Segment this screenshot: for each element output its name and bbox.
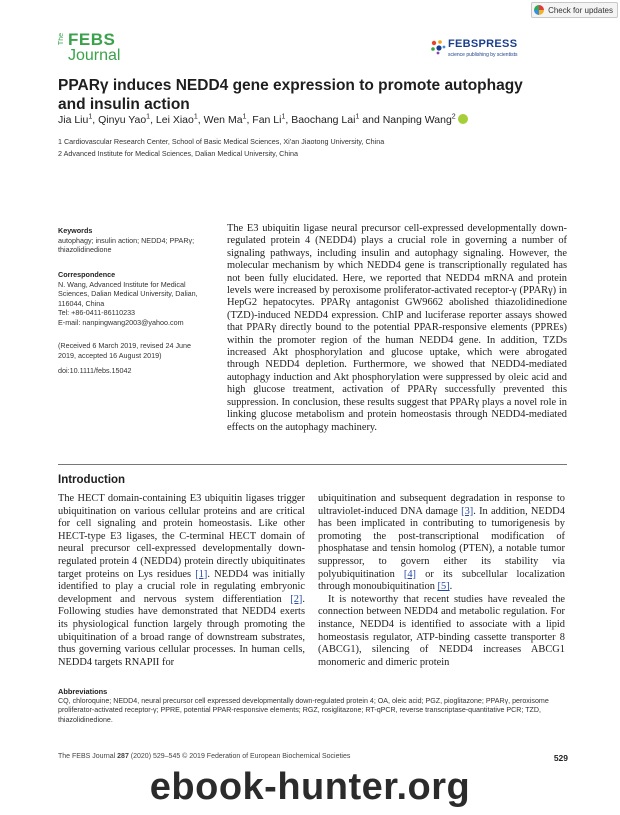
intro-left-column xyxy=(58,493,305,669)
correspondence-block xyxy=(58,270,218,328)
reference-link[interactable]: [4] xyxy=(403,568,417,580)
correspondence-email[interactable]: E-mail: nanpingwang2003@yahoo.com xyxy=(58,317,184,327)
correspondence-line: 116044, China xyxy=(58,298,105,308)
logo-the-text: The xyxy=(58,33,65,46)
keywords-heading: Keywords xyxy=(58,226,93,235)
correspondence-line: Sciences, Dalian Medical University, Dalian, xyxy=(58,289,198,299)
intro-paragraph: It is noteworthy that recent studies have revealed the connection between NEDD4 and metabolic regulation. For instance, NEDD4 is identified to associate with a lipid homeostasis regulator, ATP-binding cassette transporter 8 (ABCG1), silencing of NEDD4 increases ABCG1 monomeric and dimeric protein xyxy=(318,593,565,668)
check-for-updates-label: Check for updates xyxy=(548,5,613,15)
correspondence-phone: Tel: +86-0411-86110233 xyxy=(58,308,136,318)
reference-link[interactable]: [3] xyxy=(461,505,474,517)
keywords-block xyxy=(58,226,218,255)
correspondence-heading: Correspondence xyxy=(58,270,116,279)
footer-citation: The FEBS Journal 287 (2020) 529–545 © 2019 Federation of European Biochemical Societies xyxy=(58,753,351,760)
author-affiliation-mark: 1 xyxy=(193,113,198,120)
introduction-heading: Introduction xyxy=(58,474,126,486)
correspondence-line: N. Wang, Advanced Institute for Medical xyxy=(58,279,186,289)
author-affiliation-mark: 1 xyxy=(281,113,286,120)
author-affiliation-mark: 1 xyxy=(242,113,247,120)
abstract-text: The E3 ubiquitin ligase neural precursor cell-expressed developmentally down-regulated protein 4 (NEDD4) plays a crucial role in governing a number of signaling pathways, including insulin and autophagy signaling. However, the molecular mechanism by which NEDD4 gene is transcriptionally regulated has not been fully elucidated. Here, we reported that NEDD4 mRNA and protein levels were increased by peroxisome proliferator-activated receptor-γ (PPARγ) in HepG2 hepatocytes. PPARγ antagonist GW9662 abolished thiazolidinedione (TZD)-induced NEDD4 expression. ChIP and luciferase reporter assays showed that PPARγ directly bound to the potential PPAR-responsive elements (PPREs) within the promoter region of the human NEDD4 gene. In addition, TZDs increased Akt phosphorylation and glucose uptake, which were abrogated through NEDD4 depletion. Furthermore, we showed that NEDD4-mediated autophagy induction and Akt phosphorylation were suppressed by oleic acid and high glucose treatment, activation of PPARγ successfully prevented this suppression. In conclusion, these results suggest that PPARγ plays a novel role in linking glucose metabolism and protein homeostasis through NEDD4-mediated effects on the autophagy machinery. xyxy=(227,223,567,433)
febs-press-dots-icon xyxy=(430,39,446,55)
author-name: Wen Ma xyxy=(203,113,243,126)
body-text: or its subcellular localization through monoubiquitination xyxy=(318,568,565,593)
febs-press-logo xyxy=(430,37,538,63)
author-list xyxy=(58,113,578,126)
body-text: ubiquitination and subsequent degradation in response to ultraviolet-induced DNA damage xyxy=(318,493,565,517)
author-separator: , xyxy=(285,113,292,126)
febs-press-tagline: science publishing by scientists xyxy=(448,52,518,58)
doi-link[interactable]: doi:10.1111/febs.15042 xyxy=(58,366,132,375)
keywords-text: autophagy; insulin action; NEDD4; PPARγ; thiazolidinedione xyxy=(58,235,195,255)
body-text: . NEDD4 was initially identified to play a crucial role in regulating embryonic development and nervous system differentiation xyxy=(58,568,305,605)
affiliation-1: 1 Cardiovascular Research Center, School of Basic Medical Sciences, Xi’an Jiaotong University, China xyxy=(58,137,385,146)
author-affiliation-mark: 1 xyxy=(355,113,360,120)
author-name: Lei Xiao xyxy=(155,113,194,126)
check-for-updates-button[interactable] xyxy=(531,2,618,18)
reference-link[interactable]: [1] xyxy=(195,568,208,580)
received-dates: (Received 6 March 2019, revised 24 June 2019, accepted 16 August 2019) xyxy=(58,341,192,360)
author-affiliation-mark: 2 xyxy=(451,113,456,120)
reference-link[interactable]: [2] xyxy=(290,593,303,605)
author-name: Fan Li xyxy=(252,113,282,126)
intro-paragraph xyxy=(318,493,565,594)
abbreviations-heading: Abbreviations xyxy=(58,687,108,696)
author-name: Nanping Wang xyxy=(382,113,452,126)
febs-journal-logo xyxy=(58,30,144,72)
orcid-icon[interactable] xyxy=(458,114,468,124)
abbreviations-text: CQ, chloroquine; NEDD4, neural precursor cell expressed developmentally down-regulated protein 4; OA, oleic acid; PGZ, pioglitazone; PPARγ, peroxisome proliferator-activated receptor-γ; PPRE, potential PPAR-responsive elements; RGZ, rosiglitazone; RT-qPCR, reverse transcriptase-quantitative PCR; TZD, thiazolidinedione. xyxy=(58,697,549,724)
author-separator: , xyxy=(92,113,99,126)
logo-journal-text: Journal xyxy=(68,47,121,64)
watermark-text: ebook-hunter.org xyxy=(149,766,471,808)
reference-link[interactable]: [5] xyxy=(437,581,450,593)
author-name: Jia Liu xyxy=(58,113,89,126)
body-text: . In addition, NEDD4 has been implicated in contributing to tumorigenesis by promoting the post-transcriptional modification of phosphatase and tensin homolog (PTEN), a notable tumor suppressor, to govern either its stability via polyubiquitination xyxy=(318,505,565,580)
author-separator: , xyxy=(197,113,204,126)
intro-paragraph xyxy=(58,493,305,669)
author-separator: , xyxy=(150,113,156,126)
author-affiliation-mark: 1 xyxy=(146,113,151,120)
article-title: PPARγ induces NEDD4 gene expression to promote autophagy and insulin action xyxy=(58,77,523,113)
body-text: . Following studies have demonstrated that NEDD4 exerts its physiological function largely through promoting the ubiquitination of a broad range of downstream substrates, thus governing various cellular processes. In human cells, NEDD4 targets RNAPII for xyxy=(58,593,305,668)
logo-febs-text: FEBS xyxy=(68,30,116,49)
affiliation-2: 2 Advanced Institute for Medical Sciences, Dalian Medical University, China xyxy=(58,149,298,158)
author-name: Qinyu Yao xyxy=(98,113,147,126)
crossmark-icon xyxy=(534,5,544,15)
body-text: The HECT domain-containing E3 ubiquitin ligases trigger ubiquitination on various cellular proteins and are critical for cell signaling and protein homeostasis. Like other HECT-type E3 ligases, the C-terminal HECT domain of neural precursor cell-expressed developmentally down-regulated protein 4 (NEDD4) protein directly ubiquitinates target proteins on Lys residues xyxy=(58,493,305,580)
body-text: . xyxy=(449,581,453,593)
author-name: Baochang Lai xyxy=(291,113,356,126)
author-separator: and xyxy=(359,113,383,126)
febs-press-name: FEBSPRESS xyxy=(448,38,518,50)
author-affiliation-mark: 1 xyxy=(88,113,93,120)
section-divider xyxy=(58,464,567,465)
intro-right-column xyxy=(318,493,565,669)
author-separator: , xyxy=(246,113,253,126)
page-number: 529 xyxy=(553,753,568,763)
